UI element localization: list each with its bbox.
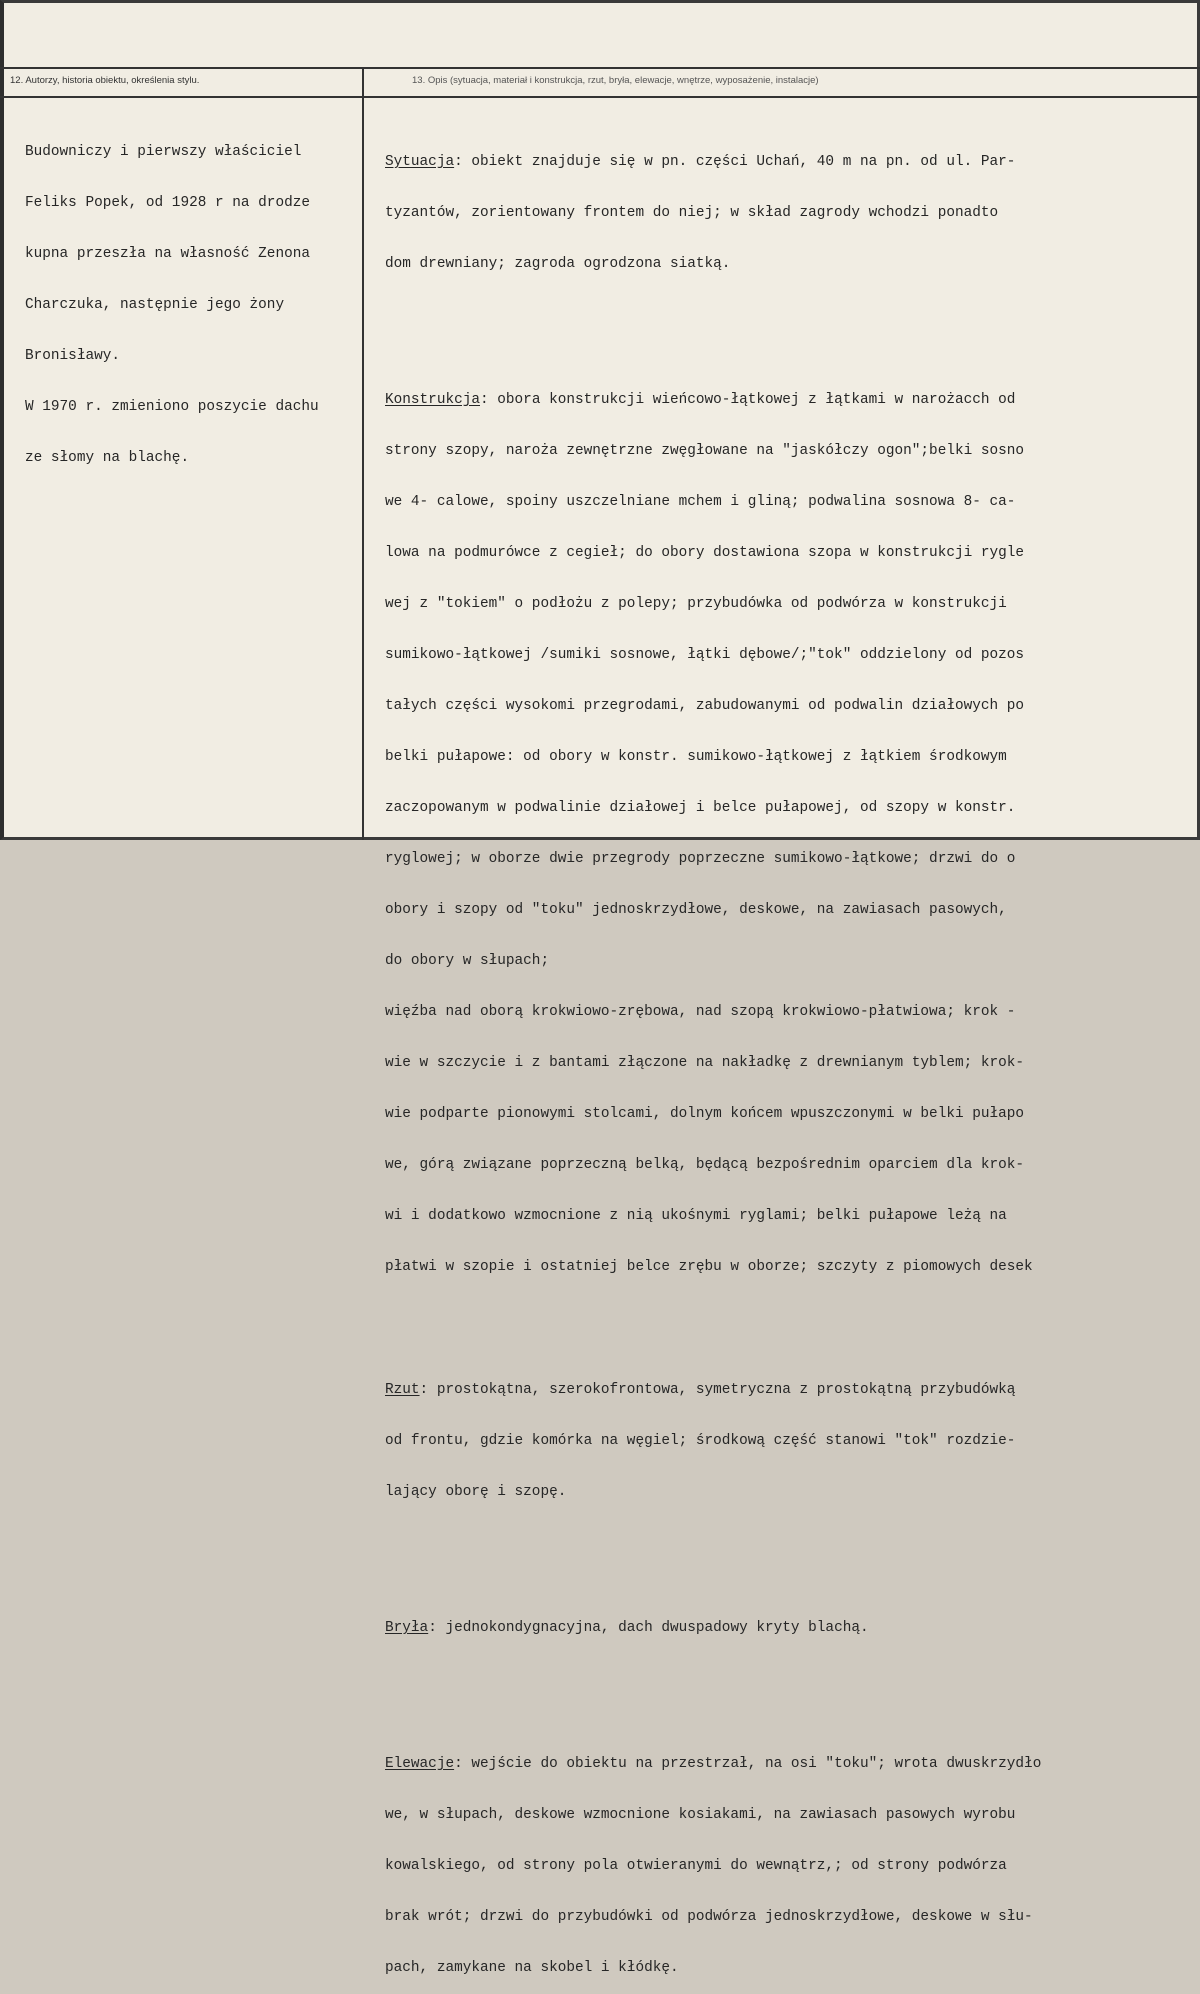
konstrukcja-line: we, górą związane poprzeczną belką, będącą bezpośrednim oparciem dla krok- — [385, 1157, 1025, 1173]
rzut-line: Rzut: prostokątna, szerokofrontowa, symetryczna z prostokątną przybudówką — [385, 1382, 1016, 1398]
konstrukcja-line: we 4- calowe, spoiny uszczelniane mchem i gliną; podwalina sosnowa 8- ca- — [385, 494, 1016, 510]
konstrukcja-line: wi i dodatkowo wzmocnione z nią ukośnymi ryglami; belki pułapowe leżą na — [385, 1208, 1007, 1224]
konstrukcja-line: Konstrukcja: obora konstrukcji wieńcowo-łątkowej z łątkami w narożacch od — [385, 392, 1016, 408]
konstrukcja-line: do obory w słupach; — [385, 953, 550, 969]
header-rule — [0, 96, 1200, 98]
column-divider — [362, 67, 364, 840]
sytuacja-line: Sytuacja: obiekt znajduje się w pn. części Uchań, 40 m na pn. od ul. Par- — [385, 154, 1016, 170]
elewacje-line: Elewacje: wejście do obiektu na przestrzał, na osi "toku"; wrota dwuskrzydło — [385, 1756, 1042, 1772]
rzut-line: od frontu, gdzie komórka na węgiel; środkową część stanowi "tok" rozdzie- — [385, 1433, 1016, 1449]
history-line: Bronisławy. — [25, 348, 120, 364]
rzut-label: Rzut — [385, 1382, 420, 1398]
sytuacja-label: Sytuacja — [385, 154, 455, 170]
konstrukcja-label: Konstrukcja — [385, 392, 480, 408]
konstrukcja-line: obory i szopy od "toku" jednoskrzydłowe, deskowe, na zawiasach pasowych, — [385, 902, 1007, 918]
sytuacja-line: dom drewniany; zagroda ogrodzona siatką. — [385, 256, 731, 272]
header-right: 13. Opis (sytuacja, materiał i konstrukcja, rzut, bryła, elewacje, wnętrze, wyposażenie, instalacje) — [412, 75, 819, 86]
sytuacja-line: tyzantów, zorientowany frontem do niej; w skład zagrody wchodzi ponadto — [385, 205, 999, 221]
konstrukcja-line: wie podparte pionowymi stolcami, dolnym końcem wpuszczonymi w belki pułapo — [385, 1106, 1025, 1122]
konstrukcja-line: tałych części wysokomi przegrodami, zabudowanymi od podwalin działowych po — [385, 698, 1025, 714]
konstrukcja-line: płatwi w szopie i ostatniej belce zrębu w oborze; szczyty z piomowych desek — [385, 1259, 1033, 1275]
elewacje-line: we, w słupach, deskowe wzmocnione kosiakami, na zawiasach pasowych wyrobu — [385, 1807, 1016, 1823]
konstrukcja-line: belki pułapowe: od obory w konstr. sumikowo-łątkowej z łątkiem środkowym — [385, 749, 1007, 765]
top-rule — [0, 67, 1200, 69]
konstrukcja-line: zaczopowanym w podwalinie działowej i belce pułapowej, od szopy w konstr. — [385, 800, 1016, 816]
header-left: 12. Autorzy, historia obiektu, określenia stylu. — [10, 75, 200, 86]
konstrukcja-line: wie w szczycie i z bantami złączone na nakładkę z drewnianym tyblem; krok- — [385, 1055, 1025, 1071]
konstrukcja-line: lowa na podmurówce z cegieł; do obory dostawiona szopa w konstrukcji rygle — [385, 545, 1025, 561]
elewacje-line: pach, zamykane na skobel i kłódkę. — [385, 1960, 679, 1976]
history-line: Charczuka, następnie jego żony — [25, 297, 285, 313]
bryla-label: Bryła — [385, 1620, 429, 1636]
konstrukcja-line: ryglowej; w oborze dwie przegrody poprzeczne sumikowo-łątkowe; drzwi do o — [385, 851, 1016, 867]
history-line: Budowniczy i pierwszy właściciel — [25, 144, 302, 160]
konstrukcja-line: sumikowo-łątkowej /sumiki sosnowe, łątki dębowe/;"tok" oddzielony od pozos — [385, 647, 1025, 663]
elewacje-line: brak wrót; drzwi do przybudówki od podwórza jednoskrzydłowe, deskowe w słu- — [385, 1909, 1033, 1925]
konstrukcja-line: wej z "tokiem" o podłożu z polepy; przybudówka od podwórza w konstrukcji — [385, 596, 1007, 612]
history-text — [25, 110, 319, 484]
history-line: ze słomy na blachę. — [25, 450, 190, 466]
description-text — [385, 103, 1041, 1994]
elewacje-label: Elewacje — [385, 1756, 455, 1772]
elewacje-line: kowalskiego, od strony pola otwieranymi do wewnątrz,; od strony podwórza — [385, 1858, 1007, 1874]
history-line: W 1970 r. zmieniono poszycie dachu — [25, 399, 319, 415]
rzut-line: lający oborę i szopę. — [385, 1484, 567, 1500]
history-line: Feliks Popek, od 1928 r na drodze — [25, 195, 310, 211]
konstrukcja-line: strony szopy, naroża zewnętrzne zwęgłowane na "jaskółczy ogon";belki sosno — [385, 443, 1025, 459]
bryla-line: Bryła: jednokondygnacyjna, dach dwuspadowy kryty blachą. — [385, 1620, 869, 1636]
history-line: kupna przeszła na własność Zenona — [25, 246, 310, 262]
konstrukcja-line: więźba nad oborą krokwiowo-zrębowa, nad szopą krokwiowo-płatwiowa; krok - — [385, 1004, 1016, 1020]
